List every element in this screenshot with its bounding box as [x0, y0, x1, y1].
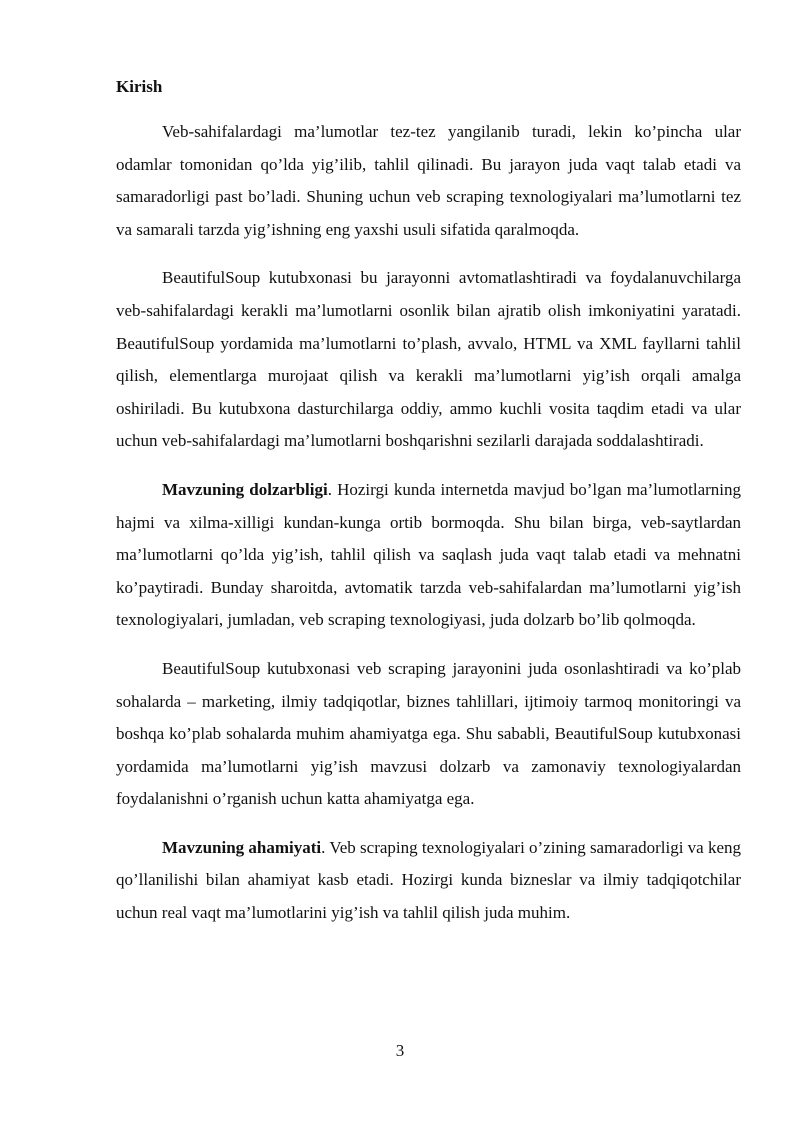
- paragraph-5-text: . Veb scraping texnologiyalari o’zining samaradorligi va keng qo’llanilishi bilan ahamiyat kasb etadi. Hozirgi kunda bizneslar va ilmiy tadqiqotchilar uchun real vaqt ma’lumotlarini yig’ish va tahlil qilish juda muhim.: [116, 837, 742, 923]
- page-number: 3: [395, 1041, 405, 1060]
- paragraph-1-text: Veb-sahifalardagi ma’lumotlar tez-tez yangilanib turadi, lekin ko’pincha ular odamlar tomonidan qo’lda yig’ilib, tahlil qilinadi. Bu jarayon juda vaqt talab etadi va samaradorligi past bo’ladi. Shuning uchun veb scraping texnologiyalari ma’lumotlarni tez va samarali tarzda yig’ishning eng yaxshi usuli sifatida qaralmoqda.: [116, 122, 741, 239]
- paragraph-2: [116, 262, 741, 458]
- paragraph-5: [116, 832, 741, 930]
- paragraph-2-text: BeautifulSoup kutubxonasi bu jarayonni avtomatlashtiradi va foydalanuvchilarga veb-sahifalardagi kerakli ma’lumotlarni osonlik bilan ajratib olish imkoniyatini yaratadi. BeautifulSoup yordamida ma’lumotlarni to’plash, avvalo, HTML va XML fayllarni tahlil qilish, elementlarga murojaat qilish va kerakli ma’lumotlarni yig’ish orqali amalga oshiriladi. Bu kutubxona dasturchilarga oddiy, ammo kuchli vosita taqdim etadi va ular uchun veb-sahifalardagi ma’lumotlarni boshqarishni sezilarli darajada soddalashtiradi.: [116, 268, 741, 451]
- paragraph-3: [116, 474, 741, 637]
- paragraph-5-lead: Mavzuning ahamiyati: [162, 837, 322, 857]
- section-heading: Kirish: [116, 77, 163, 96]
- paragraph-4: [116, 653, 741, 816]
- paragraph-4-text: BeautifulSoup kutubxonasi veb scraping jarayonini juda osonlashtiradi va ko’plab sohalarda – marketing, ilmiy tadqiqotlar, biznes tahlillari, ijtimoiy tarmoq monitoringi va boshqa ko’plab sohalarda muhim ahamiyatga ega. Shu sababli, BeautifulSoup kutubxonasi yordamida ma’lumotlarni yig’ish mavzusi dolzarb va zamonaviy texnologiyalardan foydalanishni o’rganish uchun katta ahamiyatga ega.: [116, 658, 741, 809]
- paragraph-1: [116, 116, 741, 246]
- paragraph-3-text: . Hozirgi kunda internetda mavjud bo’lgan ma’lumotlarning hajmi va xilma-xilligi kundan-kunga ortib bormoqda. Shu bilan birga, veb-saytlardan ma’lumotlarni qo’lda yig’ish, tahlil qilish va saqlash juda vaqt talab etadi va mehnatni ko’paytiradi. Bunday sharoitda, avtomatik tarzda veb-sahifalardan ma’lumotlarni yig’ish texnologiyalari, jumladan, veb scraping texnologiyasi, juda dolzarb bo’lib qolmoqda.: [116, 479, 741, 630]
- paragraph-3-lead: Mavzuning dolzarbligi: [162, 479, 328, 499]
- page-body: [116, 74, 741, 946]
